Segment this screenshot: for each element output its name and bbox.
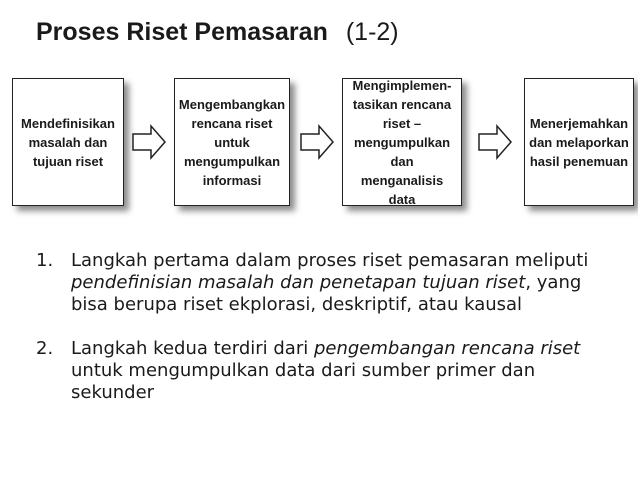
step-label: Menerjemahkan dan melaporkan hasil penemuan [529, 115, 629, 169]
steps-explanation-list [36, 250, 616, 426]
page-title [36, 18, 399, 47]
step-label: Mengimplemen- tasikan rencana riset – mengumpulkan dan menganalisis data [352, 77, 452, 207]
arrow-right-icon [132, 124, 166, 160]
list-text: , yang bisa berupa riset ekplorasi, deskriptif, atau kausal [71, 272, 582, 315]
list-text: Langkah kedua terdiri dari [71, 338, 314, 359]
list-item [36, 250, 616, 316]
list-item [36, 338, 616, 404]
title-sub: (1-2) [345, 18, 399, 46]
list-number: 1. [36, 250, 54, 271]
list-text-italic: pendefinisian masalah dan penetapan tujuan riset [71, 272, 526, 293]
list-number: 2. [36, 338, 54, 359]
step-label: Mengembangkan rencana riset untuk mengumpulkan informasi [178, 96, 286, 188]
arrow-right-icon [478, 124, 512, 160]
list-text: untuk mengumpulkan data dari sumber primer dan sekunder [71, 360, 536, 403]
step-label: Mendefinisikan masalah dan tujuan riset [21, 115, 115, 169]
title-main: Proses Riset Pemasaran [36, 18, 328, 46]
arrow-right-icon [300, 124, 334, 160]
list-text: Langkah pertama dalam proses riset pemasaran meliputi [71, 250, 589, 271]
step-box-interpret [524, 78, 634, 206]
list-text-italic: pengembangan rencana riset [313, 338, 581, 359]
step-box-implement [342, 78, 462, 206]
step-box-develop [174, 78, 290, 206]
step-box-define [12, 78, 124, 206]
